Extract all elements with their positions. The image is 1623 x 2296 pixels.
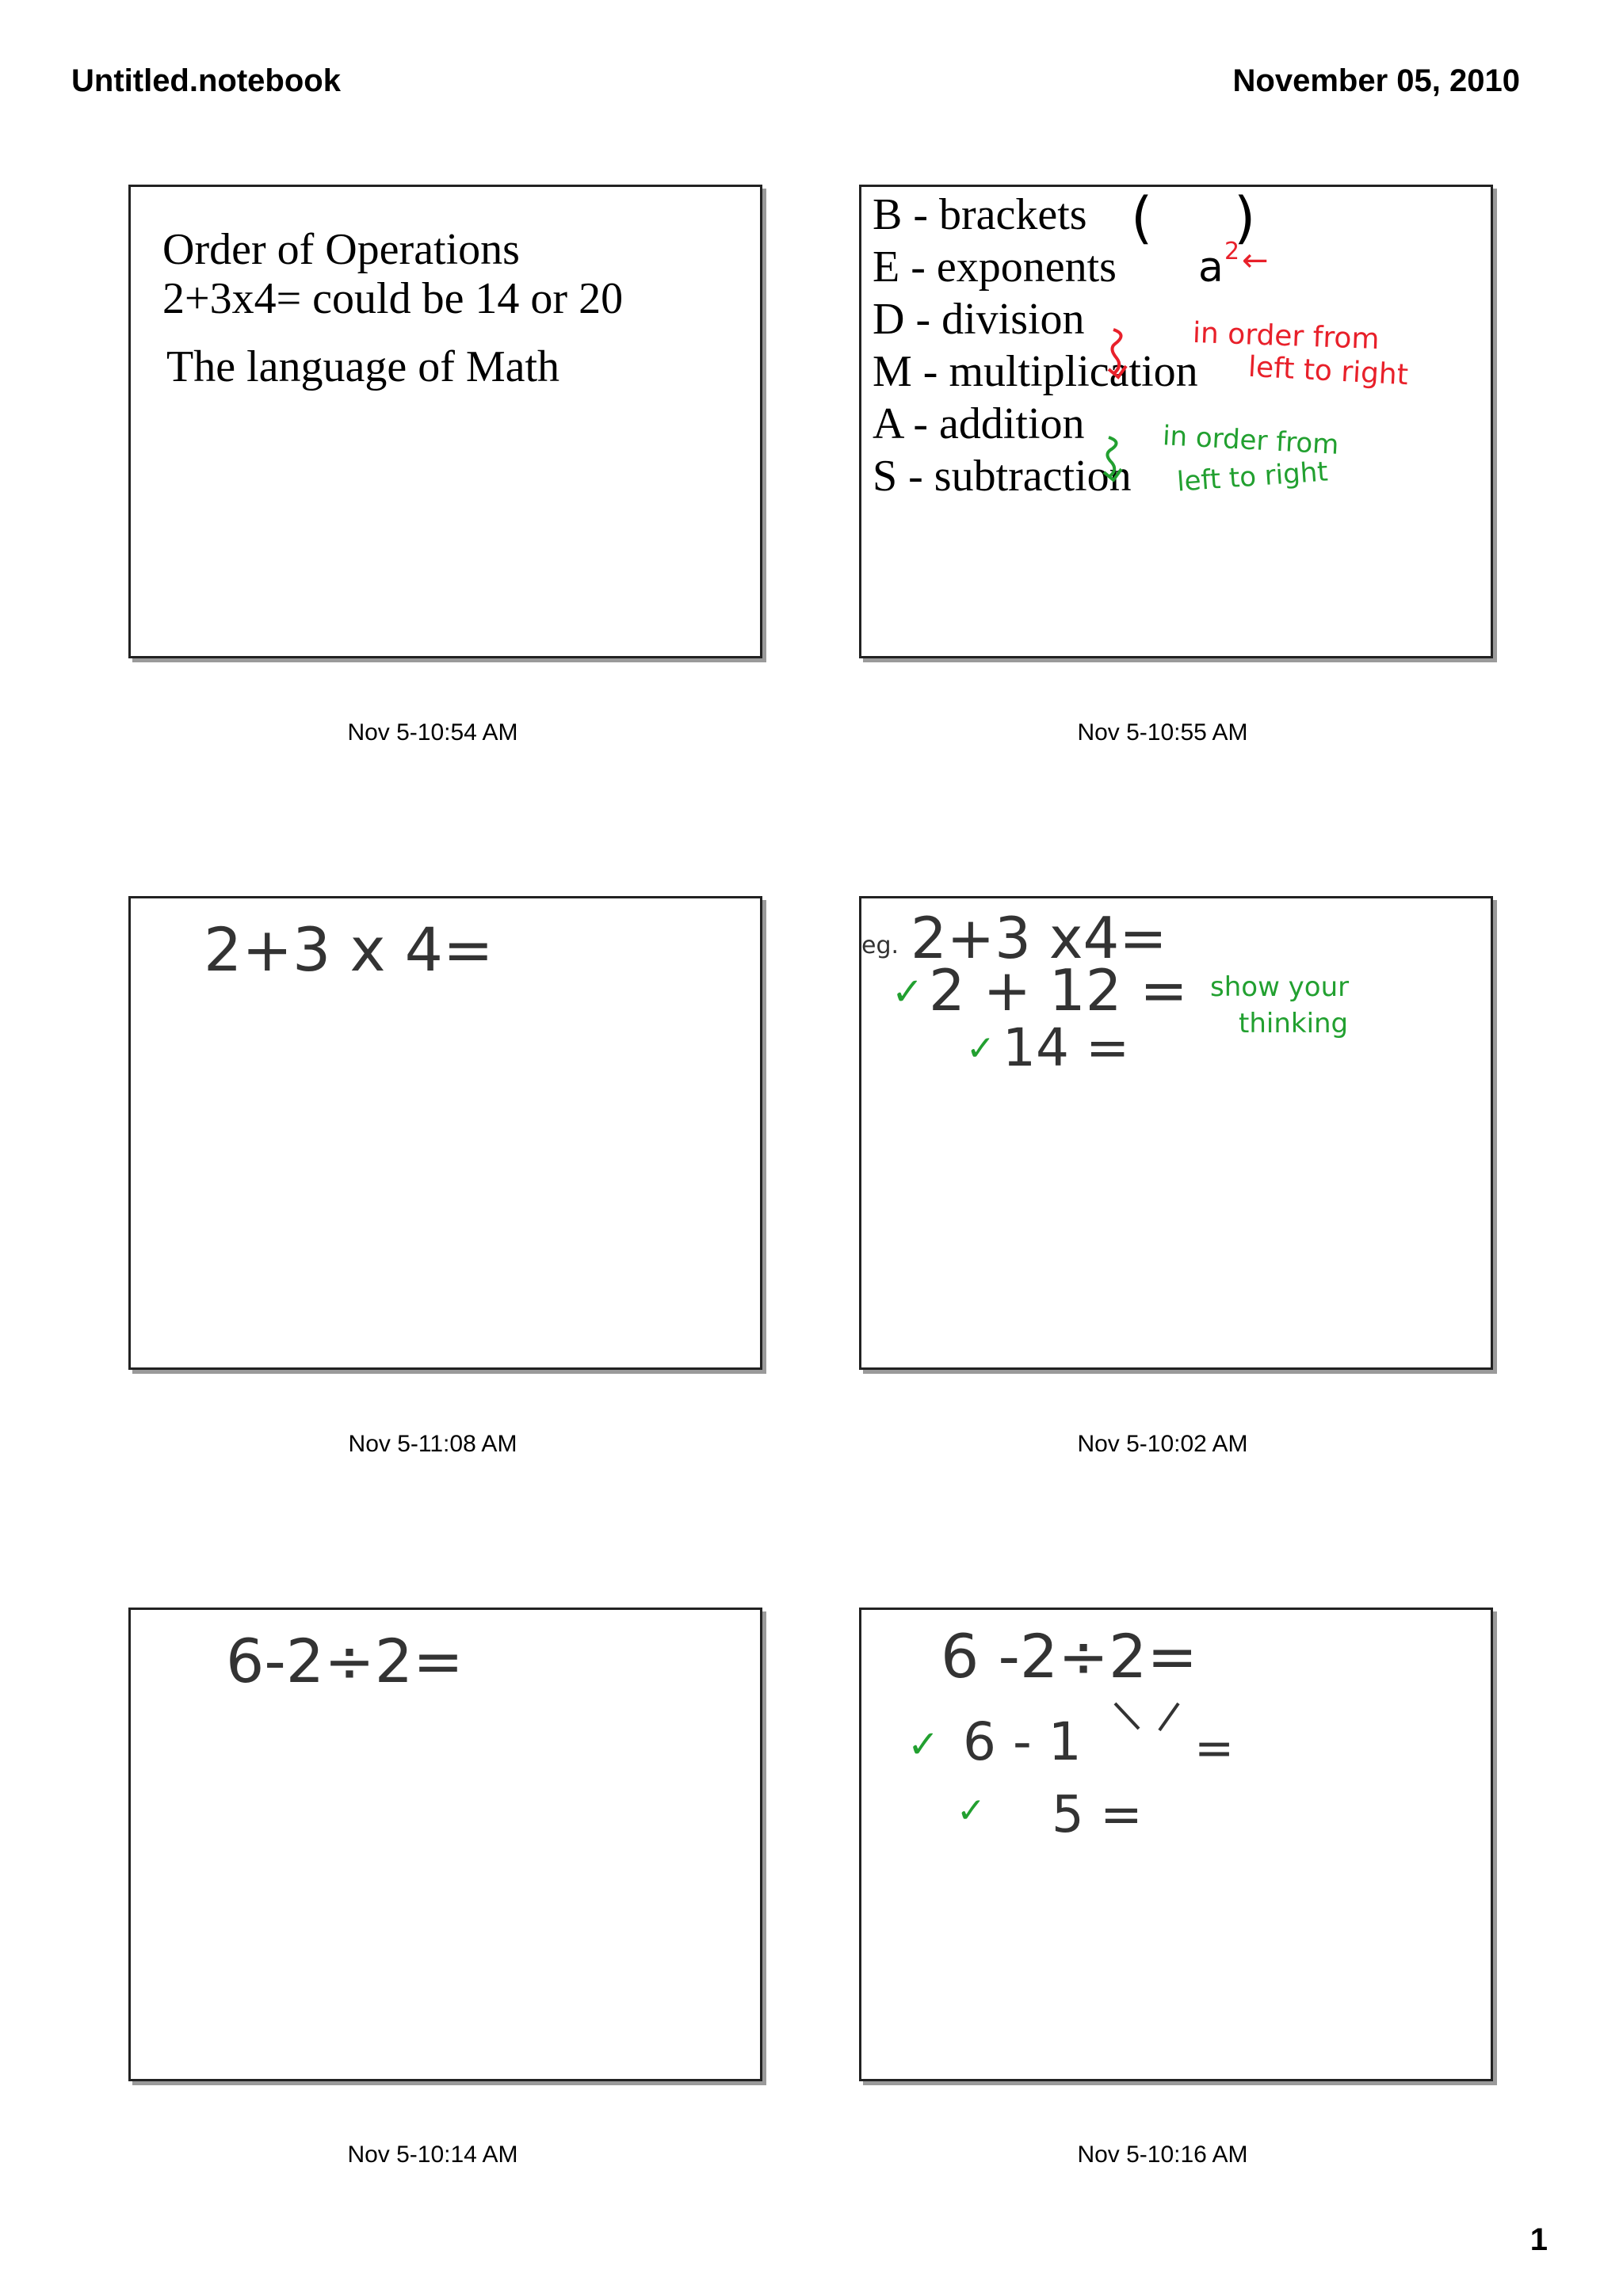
slide-2-line-e: E - exponents xyxy=(873,242,1117,292)
page-number: 1 xyxy=(1529,2222,1548,2257)
slide-4-eg: eg. xyxy=(861,932,899,959)
slide-2-line-a: A - addition xyxy=(873,399,1085,448)
green-note-line-1: in order from xyxy=(1162,420,1340,461)
slide-4-line-3: 14 = xyxy=(1002,1017,1130,1078)
slide-4-green-note-2: thinking xyxy=(1239,1008,1349,1039)
slide-2-line-m: M - multiplication xyxy=(873,347,1198,396)
slide-2-line-d: D - division xyxy=(873,295,1085,344)
exponent-power: 2 xyxy=(1224,238,1240,265)
slide-4-line-2: 2 + 12 = xyxy=(929,957,1188,1024)
slide-4-line-1: 2+3 x4= xyxy=(911,905,1167,971)
red-note-line-1: in order from xyxy=(1192,316,1381,357)
slide-3-expression: 2+3 x 4= xyxy=(204,914,494,985)
slide-4-timestamp: Nov 5-10:02 AM xyxy=(1077,1431,1248,1457)
slide-6-equals: = xyxy=(1194,1721,1235,1776)
green-note-line-2: left to right xyxy=(1175,456,1329,498)
brackets-close-paren: ) xyxy=(1234,185,1256,250)
slide-2 xyxy=(859,185,1493,658)
slide-5-expression: 6-2÷2= xyxy=(226,1626,464,1696)
slide-1-line-3: The language of Math xyxy=(166,342,560,391)
slide-4-check-2: ✓ xyxy=(966,1028,995,1069)
slide-5 xyxy=(128,1608,762,2081)
slide-6-line-3: 5 = xyxy=(1052,1786,1143,1844)
slide-1-line-2: 2+3x4= could be 14 or 20 xyxy=(162,274,624,323)
slide-6-timestamp: Nov 5-10:16 AM xyxy=(1077,2142,1248,2168)
slide-6-division-marks xyxy=(861,1610,1495,2084)
slide-1 xyxy=(128,185,762,658)
slide-3-timestamp: Nov 5-11:08 AM xyxy=(348,1431,517,1457)
slide-6 xyxy=(859,1608,1493,2081)
slide-4 xyxy=(859,896,1493,1370)
slide-6-check-1: ✓ xyxy=(907,1722,940,1767)
red-note-line-2: left to right xyxy=(1247,350,1409,392)
exponent-arrow: ← xyxy=(1242,242,1269,279)
document-title: Untitled.notebook xyxy=(71,63,341,98)
slide-1-line-1: Order of Operations xyxy=(162,225,520,274)
slide-2-timestamp: Nov 5-10:55 AM xyxy=(1077,719,1248,746)
slide-4-green-note-1: show your xyxy=(1210,971,1350,1003)
slide-6-check-2: ✓ xyxy=(957,1791,986,1831)
document-date: November 05, 2010 xyxy=(1232,63,1520,98)
slide-2-line-b: B - brackets xyxy=(873,190,1087,239)
slide-3 xyxy=(128,896,762,1370)
slide-4-check-1: ✓ xyxy=(892,970,924,1014)
brackets-open-paren: ( xyxy=(1131,185,1153,250)
slide-6-line-2: 6 - 1 xyxy=(963,1711,1082,1772)
exponent-base: a xyxy=(1198,244,1224,292)
slide-6-line-1: 6 -2÷2= xyxy=(941,1621,1198,1691)
slide-2-line-s: S - subtraction xyxy=(873,452,1132,501)
slide-1-timestamp: Nov 5-10:54 AM xyxy=(347,719,518,746)
slide-5-timestamp: Nov 5-10:14 AM xyxy=(347,2142,518,2168)
